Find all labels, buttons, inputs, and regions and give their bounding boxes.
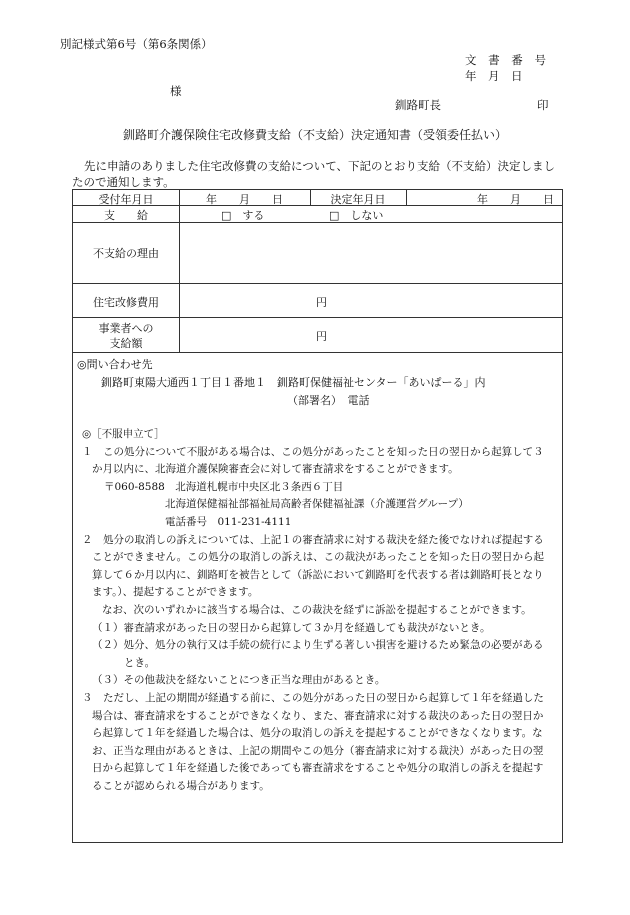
appeal-p1-line: か月以内に、北海道介護保険審査会に対して審査請求をすることができます。 xyxy=(92,463,459,476)
appeal-phone: 電話番号 011-231-4111 xyxy=(165,515,292,528)
appeal-section xyxy=(82,426,557,795)
recipient-suffix: 様 xyxy=(170,84,182,98)
appeal-p2-line: ことができません。この処分の取消しの訴えは、この裁決があったことを知った日の翌日から起 xyxy=(92,551,545,564)
appeal-p3-line: ら起算して１年を経過した場合は、処分の取消しの訴えを提起することができなくなります。な xyxy=(92,727,543,740)
contact-department: （部署名） 電話 xyxy=(287,394,370,407)
decision-date-value[interactable]: 年 月 日 xyxy=(477,193,554,206)
appeal-p3-line: 場合は、審査請求をすることができなくなり、また、審査請求に対する裁決のあった日の翌日か xyxy=(92,709,544,722)
appeal-item-2-cont: とき。 xyxy=(124,656,156,669)
appeal-p2-line: 算して６か月以内に、釧路町を被告として（訴訟において釧路町を代表する者は釧路町長となり xyxy=(92,568,544,581)
appeal-heading: ◎［不服申立て］ xyxy=(82,428,165,440)
document-title: 釧路町介護保険住宅改修費支給（不支給）決定通知書（受領委任払い） xyxy=(122,128,507,142)
appeal-p2-line: ２ 処分の取消しの訴えについては、上記１の審査請求に対する裁決を経た後でなければ提起する xyxy=(82,533,544,546)
provider-amount-label-line1: 事業者への xyxy=(98,322,154,335)
contact-heading: ◎問い合わせ先 xyxy=(77,358,153,371)
payment-option-no[interactable]: □ しない xyxy=(329,209,384,222)
seal-mark: 印 xyxy=(537,98,549,112)
appeal-office-name: 北海道保健福祉部福祉局高齢者保健福祉課（介護運営グループ） xyxy=(165,498,469,511)
appeal-p3-line: 日から起算して１年を経過した後であっても審査請求をすることや処分の取消しの訴えを提起す xyxy=(92,762,544,775)
provider-amount-label-line2: 支給額 xyxy=(109,337,143,350)
form-number: 別記様式第6号（第6条関係） xyxy=(60,37,213,51)
row-divider xyxy=(73,283,562,284)
appeal-p3-line: お、正当な理由があるときは、上記の期間やこの処分（審査請求に対する裁決）があった日の翌 xyxy=(92,744,544,757)
appeal-postal-address: 〒060-8588 北海道札幌市中央区北３条西６丁目 xyxy=(104,480,344,493)
received-date-label: 受付年月日 xyxy=(98,193,154,206)
contact-address: 釧路町東陽大通西１丁目１番地１ 釧路町保健福祉センター「あいぱーる」内 xyxy=(101,376,486,389)
document-number-label: 文 書 番 号 xyxy=(465,53,550,67)
appeal-p2-line: ます。）、提起することができます。 xyxy=(92,586,259,599)
appeal-item-2: （２）処分、処分の執行又は手続の続行により生ずる著しい損害を避けるため緊急の必要がある xyxy=(92,639,544,652)
decision-date-label: 決定年月日 xyxy=(330,193,386,206)
appeal-item-3: （３）その他裁決を経ないことにつき正当な理由があるとき。 xyxy=(92,674,386,687)
renovation-cost-unit: 円 xyxy=(316,296,327,309)
payment-option-yes[interactable]: □ する xyxy=(221,209,265,222)
column-divider xyxy=(406,190,407,205)
row-divider xyxy=(73,317,562,318)
appeal-p3-line: ることが認められる場合があります。 xyxy=(92,779,270,792)
appeal-p1-line: １ この処分について不服がある場合は、この処分があったことを知った日の翌日から起算して３ xyxy=(82,445,544,458)
payment-label: 支 給 xyxy=(104,209,148,222)
renovation-cost-label: 住宅改修費用 xyxy=(93,296,159,309)
provider-amount-unit: 円 xyxy=(316,330,327,343)
received-date-value[interactable]: 年 月 日 xyxy=(206,193,283,206)
issue-date-label: 年 月 日 xyxy=(465,69,523,83)
appeal-p3-line: ３ ただし、上記の期間が経過する前に、この処分があった日の翌日から起算して１年を経過した xyxy=(82,691,544,704)
row-divider xyxy=(73,352,562,353)
appeal-item-1: （１）審査請求があった日の翌日から起算して３か月を経過しても裁決がないとき。 xyxy=(92,621,491,634)
intro-paragraph: 先に申請のありました住宅改修費の支給について、下記のとおり支給（不支給）決定しましたので通知します。 xyxy=(72,159,556,189)
column-divider xyxy=(179,190,180,352)
appeal-p2-note: なお、次のいずれかに該当する場合は、この裁決を経ずに訴訟を提起することができます。 xyxy=(102,603,532,616)
non-payment-reason-label: 不支給の理由 xyxy=(93,247,159,260)
issuer-name: 釧路町長 xyxy=(395,98,441,112)
